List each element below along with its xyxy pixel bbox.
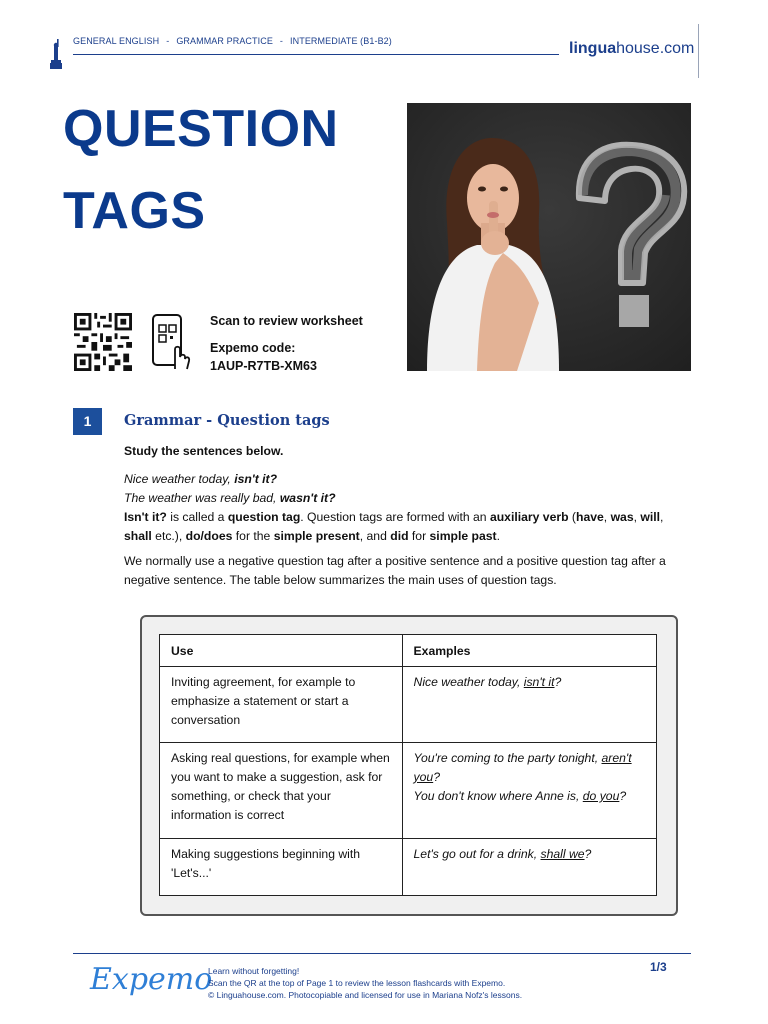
header-divider: [73, 54, 559, 55]
section-title: Grammar - Question tags: [124, 412, 330, 429]
brand-suffix: .com: [659, 40, 695, 57]
bold-term: did: [390, 529, 409, 543]
example-sentence-2-text: The weather was really bad,: [124, 491, 280, 505]
brand-light: house: [616, 40, 660, 57]
text-run: (: [568, 510, 576, 524]
table-header-examples: Examples: [402, 635, 656, 667]
example-text: ?: [554, 675, 562, 689]
question-tags-table: [159, 634, 657, 896]
example-sentence-1-tag: isn't it?: [234, 472, 278, 486]
footer-scan-note: Scan the QR at the top of Page 1 to review the lesson flashcards with Expemo.: [208, 978, 506, 988]
breadcrumb-general-english[interactable]: GENERAL ENGLISH: [73, 36, 160, 46]
text-run: ,: [633, 510, 641, 524]
page-number: 1/3: [650, 960, 667, 974]
bold-term: simple past: [429, 529, 497, 543]
expemo-code-label: Expemo code:: [210, 341, 296, 355]
header-vertical-divider: [698, 24, 699, 78]
question-tag: isn't it: [523, 675, 555, 689]
example-text: You're coming to the party tonight,: [413, 751, 602, 765]
summary-paragraph: We normally use a negative question tag after a positive sentence and a positive question tag after a negative sentence. The table below summarizes the main uses of question tags.: [124, 554, 666, 587]
thinking-woman-photo: [407, 103, 691, 371]
text-run: .: [496, 529, 500, 543]
text-run: ,: [660, 510, 664, 524]
expemo-code: 1AUP-R7TB-XM63: [210, 359, 317, 373]
bold-term: simple present: [273, 529, 360, 543]
table-cell-examples: [402, 667, 656, 743]
breadcrumb-separator: -: [279, 36, 284, 46]
question-tag: do you: [582, 789, 620, 803]
photo-illustration: [407, 103, 691, 371]
text-run: for: [408, 529, 430, 543]
example-text: ?: [584, 847, 592, 861]
table-row: [160, 667, 657, 743]
example-sentence-2-tag: wasn't it?: [279, 491, 336, 505]
breadcrumb-level[interactable]: INTERMEDIATE (B1-B2): [290, 36, 392, 46]
bold-term: do/does: [185, 529, 233, 543]
page-title-line1: QUESTION: [63, 100, 339, 158]
scan-label: Scan to review worksheet: [210, 314, 363, 328]
table-header-row: [160, 635, 657, 667]
expemo-logo[interactable]: Expemo: [90, 962, 213, 997]
question-tag: aren't you: [413, 751, 632, 784]
brand-bold: lingua: [569, 40, 617, 57]
qr-code-icon[interactable]: [73, 313, 133, 371]
page-title-line2: TAGS: [63, 182, 206, 240]
example-sentence-1-text: Nice weather today,: [124, 472, 235, 486]
statue-of-liberty-icon: [49, 38, 63, 70]
question-tag: shall we: [540, 847, 585, 861]
table-cell-use: Making suggestions beginning with 'Let's...': [160, 839, 403, 896]
text-run: , and: [359, 529, 391, 543]
footer-copyright: © Linguahouse.com. Photocopiable and licensed for use in Mariana Nofz's lessons.: [208, 990, 523, 1000]
example-text: Nice weather today,: [413, 675, 524, 689]
breadcrumb-grammar-practice[interactable]: GRAMMAR PRACTICE: [176, 36, 273, 46]
text-run: ,: [603, 510, 611, 524]
bold-term: auxiliary verb: [489, 510, 569, 524]
table-cell-use: Asking real questions, for example when you want to make a suggestion, ask for something, or check that your information is correct: [160, 743, 403, 839]
phone-scan-icon: [151, 313, 191, 371]
example-text: Let's go out for a drink,: [413, 847, 541, 861]
bold-term: Isn't it?: [124, 510, 167, 524]
text-run: for the: [232, 529, 274, 543]
page-title: [63, 88, 339, 252]
bold-term: will: [640, 510, 661, 524]
text-run: is called a: [166, 510, 228, 524]
bold-term: shall: [124, 529, 152, 543]
example-sentence-1: [124, 470, 694, 489]
footer-tagline: Learn without forgetting!: [208, 966, 300, 976]
footer-divider: [73, 953, 691, 954]
explanation-paragraph: [124, 508, 694, 546]
bold-term: question tag: [227, 510, 301, 524]
section-instruction: Study the sentences below.: [124, 444, 284, 458]
text-run: . Question tags are formed with an: [300, 510, 490, 524]
table-cell-use: Inviting agreement, for example to emphasize a statement or start a conversation: [160, 667, 403, 743]
example-text: You don't know where Anne is,: [413, 789, 583, 803]
table-cell-examples: [402, 743, 656, 839]
breadcrumb-separator: -: [166, 36, 170, 46]
table-header-use: Use: [160, 635, 403, 667]
example-text: ?: [433, 770, 440, 784]
breadcrumb: [73, 36, 392, 46]
section-number: 1: [73, 408, 102, 435]
bold-term: have: [576, 510, 604, 524]
bold-term: was: [610, 510, 634, 524]
footer-text: [208, 965, 522, 1001]
scan-info: [210, 312, 363, 384]
example-text: ?: [619, 789, 627, 803]
brand-logo[interactable]: [569, 40, 694, 58]
table-row: [160, 839, 657, 896]
table-row: [160, 743, 657, 839]
example-sentence-2: [124, 489, 694, 508]
table-cell-examples: [402, 839, 656, 896]
text-run: etc.),: [151, 529, 186, 543]
